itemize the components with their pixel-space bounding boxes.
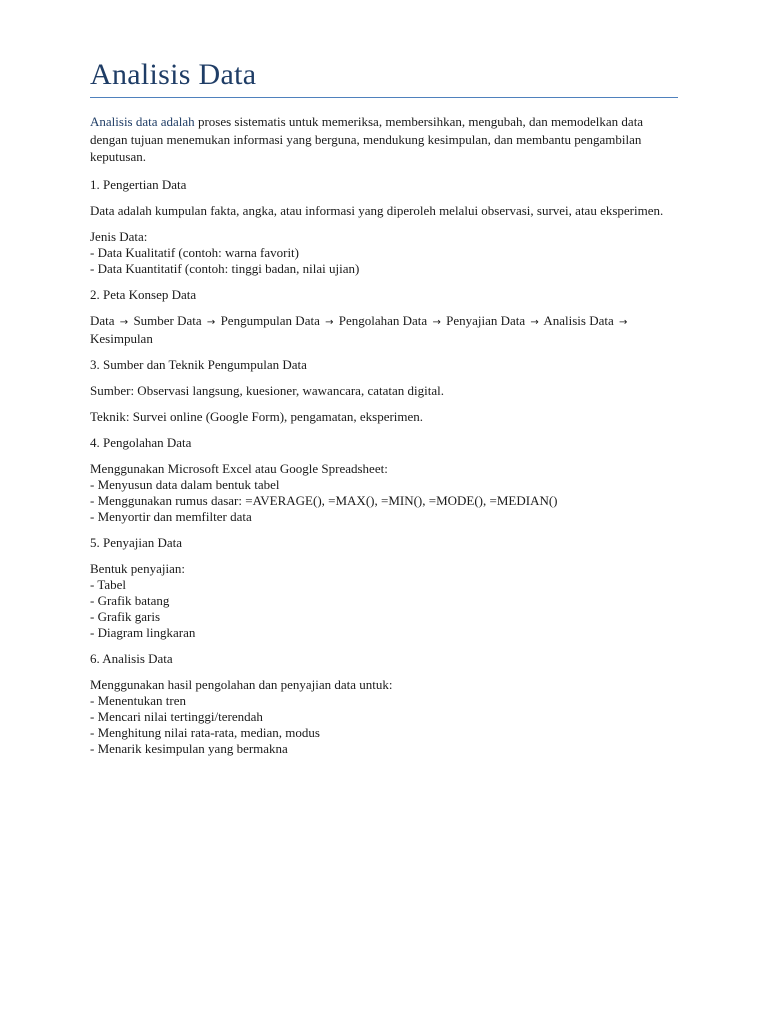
- list-item: - Diagram lingkaran: [90, 624, 196, 640]
- arrow-right-icon: →: [619, 316, 628, 328]
- arrow-right-icon: →: [119, 316, 129, 328]
- list-item: - Menggunakan rumus dasar: =AVERAGE(), =MAX(), =MIN(), =MODE(), =MEDIAN(): [90, 492, 558, 508]
- arrow-right-icon: →: [325, 316, 334, 328]
- section-heading-analisis: 6. Analisis Data: [90, 650, 173, 666]
- list-item: - Menentukan tren: [90, 692, 187, 708]
- flow-step: Analisis Data: [543, 312, 614, 328]
- document-page: [90, 56, 678, 767]
- intro-lead: Analisis data adalah: [90, 114, 195, 129]
- flow-step: Sumber Data: [133, 312, 202, 328]
- jenis-data-label: Jenis Data:: [90, 228, 148, 244]
- concept-flow: [90, 313, 678, 347]
- section-heading-penyajian: 5. Penyajian Data: [90, 534, 183, 550]
- section-heading-pengolahan: 4. Pengolahan Data: [90, 434, 192, 450]
- pengolahan-intro: Menggunakan Microsoft Excel atau Google Spreadsheet:: [90, 460, 388, 476]
- section-heading-peta: 2. Peta Konsep Data: [90, 286, 197, 302]
- list-item: - Menyortir dan memfilter data: [90, 508, 252, 524]
- arrow-right-icon: →: [432, 316, 441, 328]
- flow-step: Penyajian Data: [446, 312, 526, 328]
- list-item: - Data Kualitatif (contoh: warna favorit): [90, 244, 299, 260]
- section-heading-sumber: 3. Sumber dan Teknik Pengumpulan Data: [90, 356, 307, 372]
- intro-rest: proses sistematis untuk memeriksa, membersihkan, mengubah, dan memodelkan data dengan tujuan menemukan informasi yang berguna, mendukung kesimpulan, dan membantu pengambilan keputusan.: [90, 114, 644, 164]
- penyajian-block: [90, 561, 678, 641]
- list-item: - Menarik kesimpulan yang bermakna: [90, 740, 288, 756]
- arrow-right-icon: →: [206, 316, 216, 328]
- pengertian-paragraph: Data adalah kumpulan fakta, angka, atau informasi yang diperoleh melalui observasi, survei, atau eksperimen.: [90, 202, 664, 218]
- list-item: - Mencari nilai tertinggi/terendah: [90, 708, 263, 724]
- list-item: - Tabel: [90, 576, 127, 592]
- list-item: - Grafik batang: [90, 592, 170, 608]
- pengolahan-block: [90, 461, 678, 525]
- list-item: - Menghitung nilai rata-rata, median, modus: [90, 724, 320, 740]
- list-item: - Data Kuantitatif (contoh: tinggi badan, nilai ujian): [90, 260, 360, 276]
- title-divider: [90, 97, 678, 98]
- list-item: - Menyusun data dalam bentuk tabel: [90, 476, 280, 492]
- page-title: Analisis Data: [90, 58, 257, 91]
- flow-step: Pengolahan Data: [338, 312, 428, 328]
- section-heading-pengertian: 1. Pengertian Data: [90, 176, 187, 192]
- flow-step: Data: [90, 312, 115, 328]
- list-item: - Grafik garis: [90, 608, 161, 624]
- arrow-right-icon: →: [530, 316, 539, 328]
- penyajian-intro: Bentuk penyajian:: [90, 560, 185, 576]
- jenis-data-block: [90, 229, 678, 277]
- analisis-intro: Menggunakan hasil pengolahan dan penyajian data untuk:: [90, 676, 393, 692]
- teknik-paragraph: Teknik: Survei online (Google Form), pengamatan, eksperimen.: [90, 408, 424, 424]
- intro-paragraph: [90, 113, 678, 166]
- flow-step: Kesimpulan: [90, 330, 153, 346]
- analisis-block: [90, 677, 678, 757]
- sumber-paragraph: Sumber: Observasi langsung, kuesioner, wawancara, catatan digital.: [90, 382, 444, 398]
- flow-step: Pengumpulan Data: [220, 312, 320, 328]
